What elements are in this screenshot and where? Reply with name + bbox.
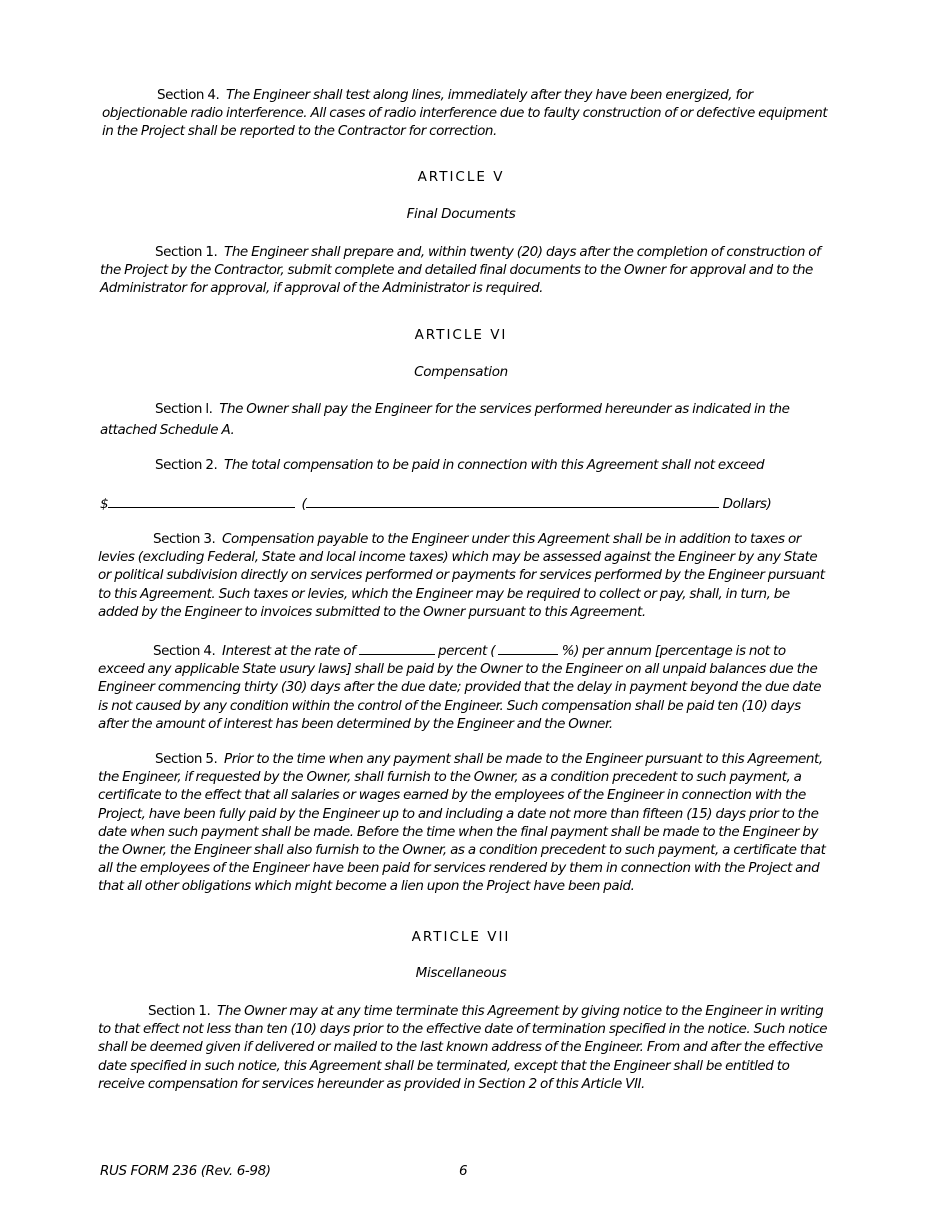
amount-words-blank[interactable]: [306, 493, 719, 508]
section-text: The Engineer shall prepare and, within twenty (20) days after the completion of construction of the Project by the Contractor, submit complete and detailed final documents to the Owner for approval and to the Administrator for approval, if approval of the Administrator is required.: [100, 244, 821, 297]
amount-numeric-blank[interactable]: [108, 493, 295, 508]
interest-percent-blank[interactable]: [498, 640, 558, 655]
section-text: The Owner may at any time terminate this Agreement by giving notice to the Engineer in writing to that effect not less than ten (10) days prior to the effective date of termination specified in the notice. Such notice shall be deemed given if delivered or mailed to the last known address of the Engineer. From and after the effective date specified in such notice, this Agreement shall be terminated, except that the Engineer shall be entitled to receive compensation for services hereunder as provided in Section 2 of this Article VII.: [98, 1003, 828, 1092]
article-vii-heading: ARTICLE VII: [411, 929, 511, 945]
article-vi-section-2: [100, 456, 830, 474]
form-identifier: RUS FORM 236 (Rev. 6-98): [100, 1163, 271, 1179]
section-text-c: %) per annum [percentage is not to exceed any applicable State usury laws] shall be paid by the Owner to the Engineer on all unpaid balances due the Engineer commencing thirty (30) days after the due date; provided that the delay in payment beyond the due date is not caused by any condition within the control of the Engineer. Such compensation shall be paid ten (10) days after the amount of interest has been determined by the Engineer and the Owner.: [98, 643, 822, 732]
article-vi-title: Compensation: [414, 364, 508, 380]
section-lead: Section 4.: [157, 87, 220, 103]
section-text: The Owner shall pay the Engineer for the services performed hereunder as indicated in the attached Schedule A.: [100, 401, 790, 438]
section-lead: Section 3.: [153, 531, 216, 547]
section-text: The total compensation to be paid in connection with this Agreement shall not exceed: [224, 457, 765, 473]
article-vi-section-4: [98, 640, 828, 733]
article-iv-section-4: [102, 86, 832, 141]
article-vi-section-1: [100, 399, 800, 441]
section-text: Prior to the time when any payment shall be made to the Engineer pursuant to this Agreement, the Engineer, if requested by the Owner, shall furnish to the Owner, as a condition precedent to such payment, a certificate to the effect that all salaries or wages earned by the employees of the Engineer in connection with the Project, have been fully paid by the Engineer up to and including a date not more than fifteen (15) days prior to the date when such payment shall be made. Before the time when the final payment shall be made to the Engineer by the Owner, the Engineer shall also furnish to the Owner, as a condition precedent to such payment, a certificate that all the employees of the Engineer have been paid for services rendered by them in connection with the Project and that all other obligations which might become a lien upon the Project have been paid.: [98, 751, 826, 895]
article-vi-section-3: [98, 530, 828, 621]
section-lead: Section 2.: [155, 457, 218, 473]
article-v-title: Final Documents: [406, 206, 516, 222]
section-lead: Section l.: [155, 401, 213, 417]
compensation-amount-line: [100, 493, 830, 513]
section-text: The Engineer shall test along lines, immediately after they have been energized, for objectionable radio interference. All cases of radio interference due to faulty construction of or defective equipment in the Project shall be reported to the Contractor for correction.: [102, 87, 828, 140]
page-number: 6: [459, 1163, 468, 1179]
article-vi-heading: ARTICLE VI: [414, 327, 508, 343]
section-text: Compensation payable to the Engineer under this Agreement shall be in addition to taxes or levies (excluding Federal, State and local income taxes) which may be assessed against the Engineer by any State or political subdivision directly on services performed or payments for services performed by the Engineer pursuant to this Agreement. Such taxes or levies, which the Engineer may be required to collect or pay, shall, in turn, be added by the Engineer to invoices submitted to the Owner pursuant to this Agreement.: [98, 531, 825, 620]
article-vi-section-5: [98, 750, 828, 896]
section-lead: Section 4.: [153, 643, 216, 659]
interest-rate-blank[interactable]: [359, 640, 435, 655]
article-v-heading: ARTICLE V: [417, 169, 505, 185]
dollar-sign: $: [100, 496, 109, 512]
section-lead: Section 1.: [155, 244, 218, 260]
article-v-section-1: [100, 243, 830, 298]
section-lead: Section 1.: [148, 1003, 211, 1019]
article-vii-section-1: [98, 1002, 828, 1093]
open-paren: (: [301, 496, 307, 512]
section-lead: Section 5.: [155, 751, 218, 767]
section-text-b: percent (: [438, 643, 496, 659]
section-text-a: Interest at the rate of: [222, 643, 356, 659]
dollars-label: Dollars): [722, 496, 772, 512]
article-vii-title: Miscellaneous: [415, 965, 507, 981]
